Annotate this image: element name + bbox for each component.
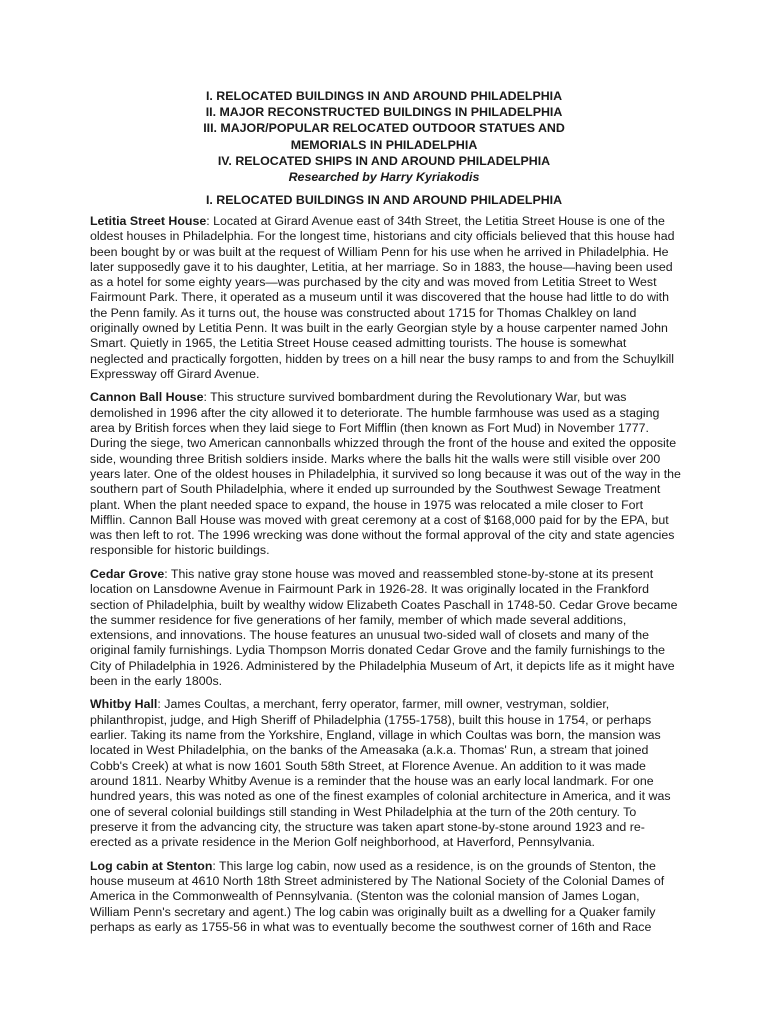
entry-text: : James Coultas, a merchant, ferry operator, farmer, mill owner, vestryman, soldier, philanthropist, judge, and High Sheriff of Philadelphia (1755-1758), built this house in 1754, or perhaps earlier. Taking its name from the Yorkshire, England, village in which Coultas was born, the mansion was located in West Philadelphia, on the banks of the Ameasaka (a.k.a. Thomas' Run, a stream that joined Cobb's Creek) at what is now 1601 South 58th Street, at Florence Avenue. An addition to it was made around 1811. Nearby Whitby Avenue is a reminder that the house was an early local landmark. For one hundred years, this was noted as one of the finest examples of colonial architecture in America, and it was one of several colonial buildings still standing in West Philadelphia at the turn of the 20th century. To preserve it from the advancing city, the structure was taken apart stone-by-stone around 1923 and re-erected as a private residence in the Merion Golf neighborhood, at Haverford, Pennsylvania. [90,697,671,850]
entry-name: Cannon Ball House [90,390,204,405]
title-line-2: II. MAJOR RECONSTRUCTED BUILDINGS IN PHILADELPHIA [205,105,563,120]
document-body [90,214,682,943]
title-line-4: MEMORIALS IN PHILADELPHIA [290,137,478,152]
entry-text: : This large log cabin, now used as a residence, is on the grounds of Stenton, the house museum at 4610 North 18th Street administered by The National Society of the Colonial Dames of America in the Commonwealth of Pennsylvania. (Stenton was the colonial mansion of James Logan, William Penn's secretary and agent.) The log cabin was originally built as a dwelling for a Quaker family perhaps as early as 1755-56 in what was to eventually become the southwest corner of 16th and Race [90,858,665,934]
section-heading: I. RELOCATED BUILDINGS IN AND AROUND PHILADELPHIA [205,193,563,207]
author-credit: Researched by Harry Kyriakodis [288,170,480,185]
entry-whitby-hall [90,697,682,850]
entry-name: Cedar Grove [90,566,165,581]
entry-cedar-grove [90,567,682,689]
entry-name: Letitia Street House [90,214,207,228]
title-line-1: I. RELOCATED BUILDINGS IN AND AROUND PHILADELPHIA [205,89,563,103]
entry-text: : This native gray stone house was moved and reassembled stone-by-stone at its present location on Lansdowne Avenue in Fairmount Park in 1926-28. It was originally located in the Frankford section of Philadelphia, built by wealthy widow Elizabeth Coates Paschall in 1748-50. Cedar Grove became the summer residence for five generations of her family, member of which made several additions, extensions, and innovations. The house features an unusual two-sided wall of closets and many of the original family furnishings. Lydia Thompson Morris donated Cedar Grove and the family furnishings to the City of Philadelphia in 1926. Administered by the Philadelphia Museum of Art, it depicts life as it might have been in the early 1800s. [90,566,678,688]
entry-name: Whitby Hall [90,697,158,712]
title-line-5: IV. RELOCATED SHIPS IN AND AROUND PHILADELPHIA [217,153,551,168]
entry-text: : Located at Girard Avenue east of 34th Street, the Letitia Street House is one of the oldest houses in Philadelphia. For the longest time, historians and city officials believed that this house had been bought by or was built at the request of William Penn for his use when he arrived in Philadelphia. He later supposedly gave it to his daughter, Letitia, at her marriage. So in 1883, the house—having been used as a hotel for some eighty years—was purchased by the city and was moved from Letitia Street to West Fairmount Park. There, it operated as a museum until it was discovered that the house had little to do with the Penn family. As it turns out, the house was constructed about 1715 for Thomas Chalkley on land originally owned by Letitia Penn. It was built in the early Georgian style by a house carpenter named John Smart. Quietly in 1965, the Letitia Street House ceased admitting tourists. The house is somewhat neglected and practically forgotten, hidden by trees on a hill near the busy ramps to and from the Schuylkill Expressway off Girard Avenue. [90,214,675,381]
entry-text: : This structure survived bombardment during the Revolutionary War, but was demolished in 1996 after the city allowed it to deteriorate. The humble farmhouse was used as a staging area by British forces when they laid siege to Fort Mifflin (then known as Fort Mud) in November 1777. During the siege, two American cannonballs whizzed through the front of the house and exited the opposite side, wounding three British soldiers inside. Marks where the balls hit the walls were still visible over 200 years later. One of the oldest houses in Philadelphia, it survived so long because it was out of the way in the southern part of South Philadelphia, where it ended up surrounded by the Southwest Sewage Treatment plant. When the plant needed space to expand, the house in 1975 was relocated a mile closer to Fort Mifflin. Cannon Ball House was moved with great ceremony at a cost of $168,000 paid for by the EPA, but was then left to rot. The 1996 wrecking was done without the formal approval of the city and state agencies responsible for historic buildings. [90,390,681,558]
entry-letitia-street-house [90,214,682,382]
title-line-3: III. MAJOR/POPULAR RELOCATED OUTDOOR STATUES AND [203,121,565,136]
entry-log-cabin-at-stenton [90,859,682,935]
entry-name: Log cabin at Stenton [90,858,213,873]
document-title-block [0,88,768,185]
entry-cannon-ball-house [90,390,682,558]
